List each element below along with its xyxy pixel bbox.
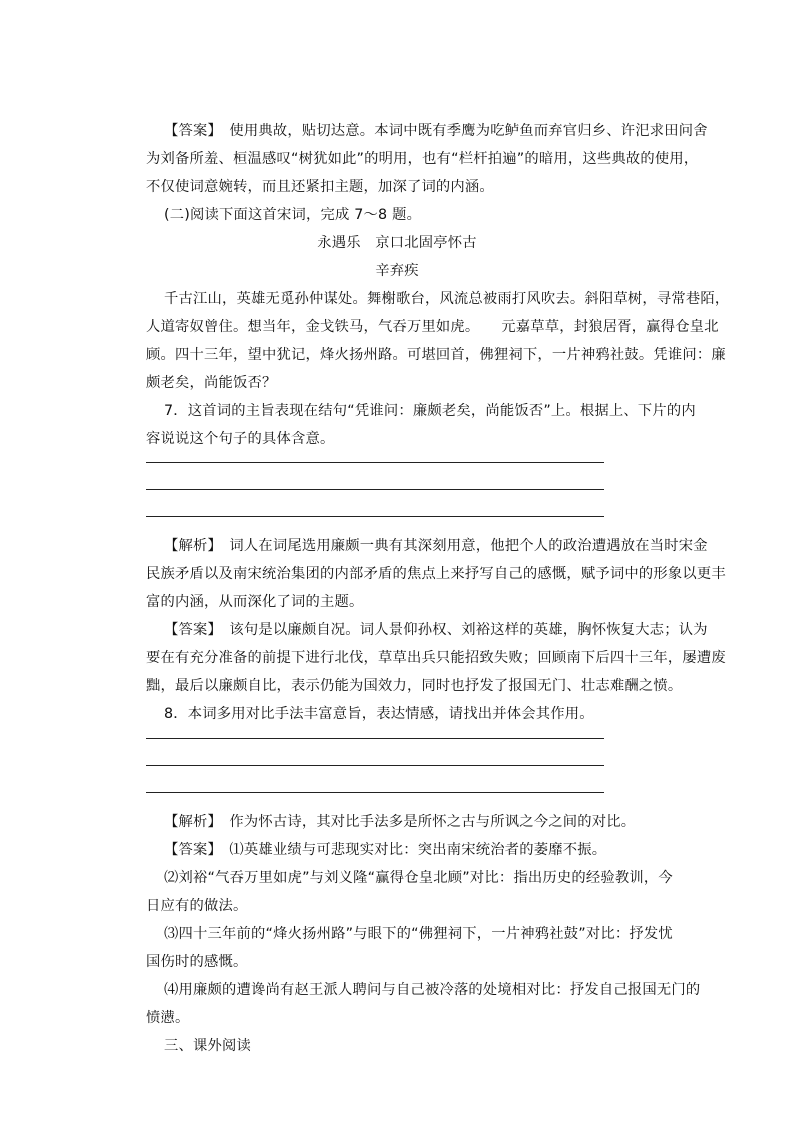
question8-answer-item1: 【答案】 ⑴英雄业绩与可悲现实对比：突出南宋统治者的萎靡不振。 xyxy=(164,842,607,858)
poem-title: 永遇乐 京口北固亭怀古 xyxy=(317,235,477,251)
question7-answer-line1: 【答案】 该句是以廉颇自况。词人景仰孙权、刘裕这样的英雄，胸怀恢复大志；认为 xyxy=(164,622,708,638)
answer6-line3: 不仅使词意婉转，而且还紧扣主题，加深了词的内涵。 xyxy=(146,179,494,195)
question8-answer-item4-line2: 愤懑。 xyxy=(146,1010,190,1026)
question7-analysis-line2: 民族矛盾以及南宋统治集团的内部矛盾的焦点上来抒写自己的感慨，赋予词中的形象以更丰 xyxy=(146,566,726,582)
answer-blank-line xyxy=(146,738,604,739)
question7-answer-line3: 黜，最后以廉颇自比，表示仍能为国效力，同时也抒发了报国无门、壮志难酬之愤。 xyxy=(146,678,683,694)
answer-blank-line xyxy=(146,765,604,766)
question8: 8．本词多用对比手法丰富意旨，表达情感，请找出并体会其作用。 xyxy=(164,706,594,722)
poem-line3: 顾。四十三年，望中犹记，烽火扬州路。可堪回首，佛狸祠下，一片神鸦社鼓。凭谁问：廉 xyxy=(146,347,726,363)
section3-heading: 三、课外阅读 xyxy=(164,1038,251,1054)
answer-blank-line xyxy=(146,462,604,463)
answer-blank-line xyxy=(146,516,604,517)
question7-line2: 容说说这个句子的具体含意。 xyxy=(146,431,335,447)
answer-blank-line xyxy=(146,792,604,793)
question8-answer-item2-line1: ⑵刘裕“气吞万里如虎”与刘义隆“赢得仓皇北顾”对比：指出历史的经验教训，今 xyxy=(164,870,673,886)
question8-analysis: 【解析】 作为怀古诗，其对比手法多是所怀之古与所讽之今之间的对比。 xyxy=(164,814,636,830)
answer6-line1: 【答案】 使用典故，贴切达意。本词中既有季鹰为吃鲈鱼而弃官归乡、许汜求田问舍 xyxy=(164,123,708,139)
answer6-line2: 为刘备所羞、桓温感叹“树犹如此”的明用，也有“栏杆拍遍”的暗用，这些典故的使用， xyxy=(146,151,699,167)
poem-author: 辛弃疾 xyxy=(375,263,419,279)
question8-answer-item4-line1: ⑷用廉颇的遭谗尚有赵王派人聘问与自己被冷落的处境相对比：抒发自己报国无门的 xyxy=(164,982,701,998)
question7-analysis-line3: 富的内涵，从而深化了词的主题。 xyxy=(146,594,364,610)
poem-line2: 人道寄奴曾住。想当年，金戈铁马，气吞万里如虎。 元嘉草草，封狼居胥，赢得仓皇北 xyxy=(146,319,719,335)
poem-line4: 颇老矣，尚能饭否？ xyxy=(146,375,277,391)
answer-blank-line xyxy=(146,489,604,490)
section2-intro: (二)阅读下面这首宋词，完成 7～8 题。 xyxy=(164,207,422,223)
question7-analysis-line1: 【解析】 词人在词尾选用廉颇一典有其深刻用意，他把个人的政治遭遇放在当时宋金 xyxy=(164,538,708,554)
question8-answer-item2-line2: 日应有的做法。 xyxy=(146,898,248,914)
question7-line1: 7．这首词的主旨表现在结句“凭谁问：廉颇老矣，尚能饭否”上。根据上、下片的内 xyxy=(164,403,696,419)
question7-answer-line2: 要在有充分准备的前提下进行北伐，草草出兵只能招致失败；回顾南下后四十三年，屡遭废 xyxy=(146,650,726,666)
question8-answer-item3-line1: ⑶四十三年前的“烽火扬州路”与眼下的“佛狸祠下，一片神鸦社鼓”对比：抒发忧 xyxy=(164,926,673,942)
poem-line1: 千古江山，英雄无觅孙仲谋处。舞榭歌台，风流总被雨打风吹去。斜阳草树，寻常巷陌， xyxy=(164,291,730,307)
question8-answer-item3-line2: 国伤时的感慨。 xyxy=(146,954,248,970)
